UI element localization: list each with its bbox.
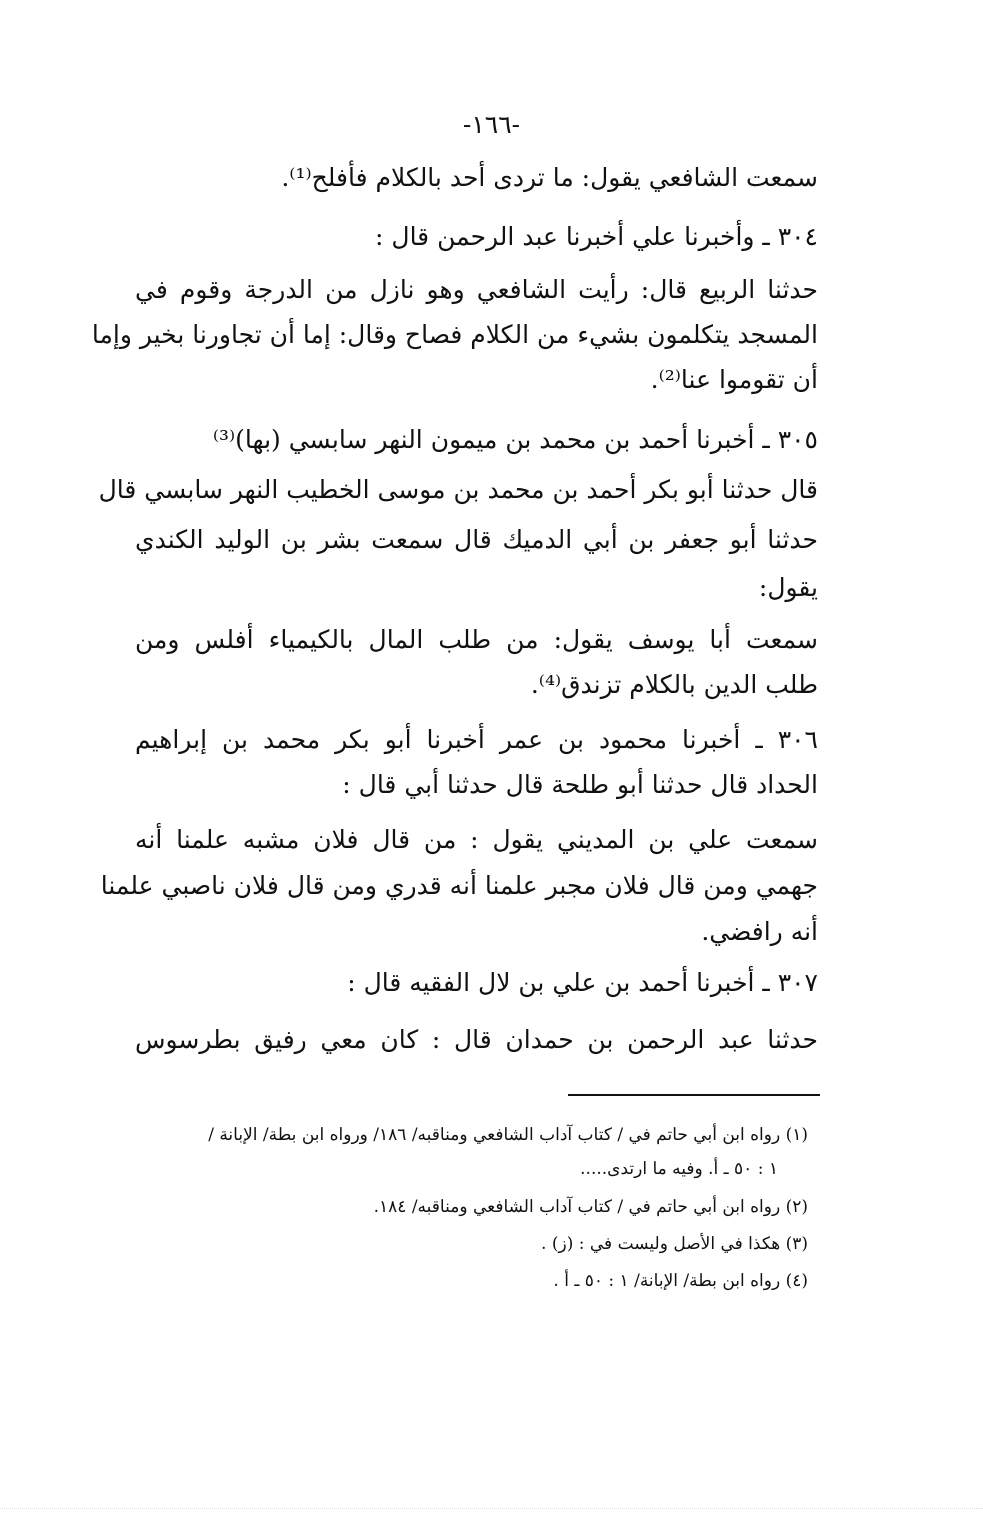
text-line-4: المسجد يتكلمون بشيء من الكلام فصاح وقال: إما أن تجاورنا بخير وإما	[91, 320, 818, 349]
text-line-1: سمعت الشافعي يقول: ما تردى أحد بالكلام فأفلح⁽¹⁾.	[281, 163, 818, 192]
text-line-16: أنه رافضي.	[701, 917, 818, 946]
text-line-3: حدثنا الربيع قال: رأيت الشافعي وهو نازل من الدرجة وقوم في	[135, 275, 818, 304]
page-number: -١٦٦-	[462, 110, 521, 139]
text-line-11: طلب الدين بالكلام تزندق⁽⁴⁾.	[530, 670, 818, 699]
text-line-9: يقول:	[758, 573, 818, 602]
text-line-10: سمعت أبا يوسف يقول: من طلب المال بالكيمياء أفلس ومن	[135, 625, 818, 654]
text-line-7: قال حدثنا أبو بكر أحمد بن محمد بن موسى الخطيب النهر سابسي قال	[98, 475, 818, 504]
footnote-3: (٣) هكذا في الأصل وليست في : (ز) .	[541, 1234, 808, 1254]
footnote-separator	[568, 1094, 820, 1096]
text-line-15: جهمي ومن قال فلان مجبر علمنا أنه قدري ومن قال فلان ناصبي علمنا	[100, 871, 818, 900]
text-line-6: ٣٠٥ ـ أخبرنا أحمد بن محمد بن ميمون النهر سابسي (بها)⁽³⁾	[212, 425, 818, 454]
text-line-13: الحداد قال حدثنا أبو طلحة قال حدثنا أبي قال :	[342, 770, 818, 799]
text-line-18: حدثنا عبد الرحمن بن حمدان قال : كان معي رفيق بطرسوس	[135, 1025, 818, 1054]
footnote-2: (٢) رواه ابن أبي حاتم في / كتاب آداب الشافعي ومناقبه/ ١٨٤.	[373, 1197, 808, 1217]
footnote-1-continued: ١ : ٥٠ ـ أ. وفيه ما ارتدى.....	[580, 1159, 778, 1179]
text-line-14: سمعت علي بن المديني يقول : من قال فلان مشبه علمنا أنه	[135, 825, 818, 854]
scan-edge	[0, 1508, 983, 1509]
footnote-1: (١) رواه ابن أبي حاتم في / كتاب آداب الشافعي ومناقبه/ ١٨٦/ ورواه ابن بطة/ الإبانة /	[208, 1125, 808, 1145]
footnote-4: (٤) رواه ابن بطة/ الإبانة/ ١ : ٥٠ ـ أ .	[553, 1271, 808, 1291]
text-line-2: ٣٠٤ ـ وأخبرنا علي أخبرنا عبد الرحمن قال :	[375, 222, 818, 251]
text-line-12: ٣٠٦ ـ أخبرنا محمود بن عمر أخبرنا أبو بكر محمد بن إبراهيم	[135, 725, 818, 754]
text-line-17: ٣٠٧ ـ أخبرنا أحمد بن علي بن لال الفقيه قال :	[347, 968, 818, 997]
text-line-8: حدثنا أبو جعفر بن أبي الدميك قال سمعت بشر بن الوليد الكندي	[135, 525, 818, 554]
text-line-5: أن تقوموا عنا⁽²⁾.	[650, 365, 818, 394]
